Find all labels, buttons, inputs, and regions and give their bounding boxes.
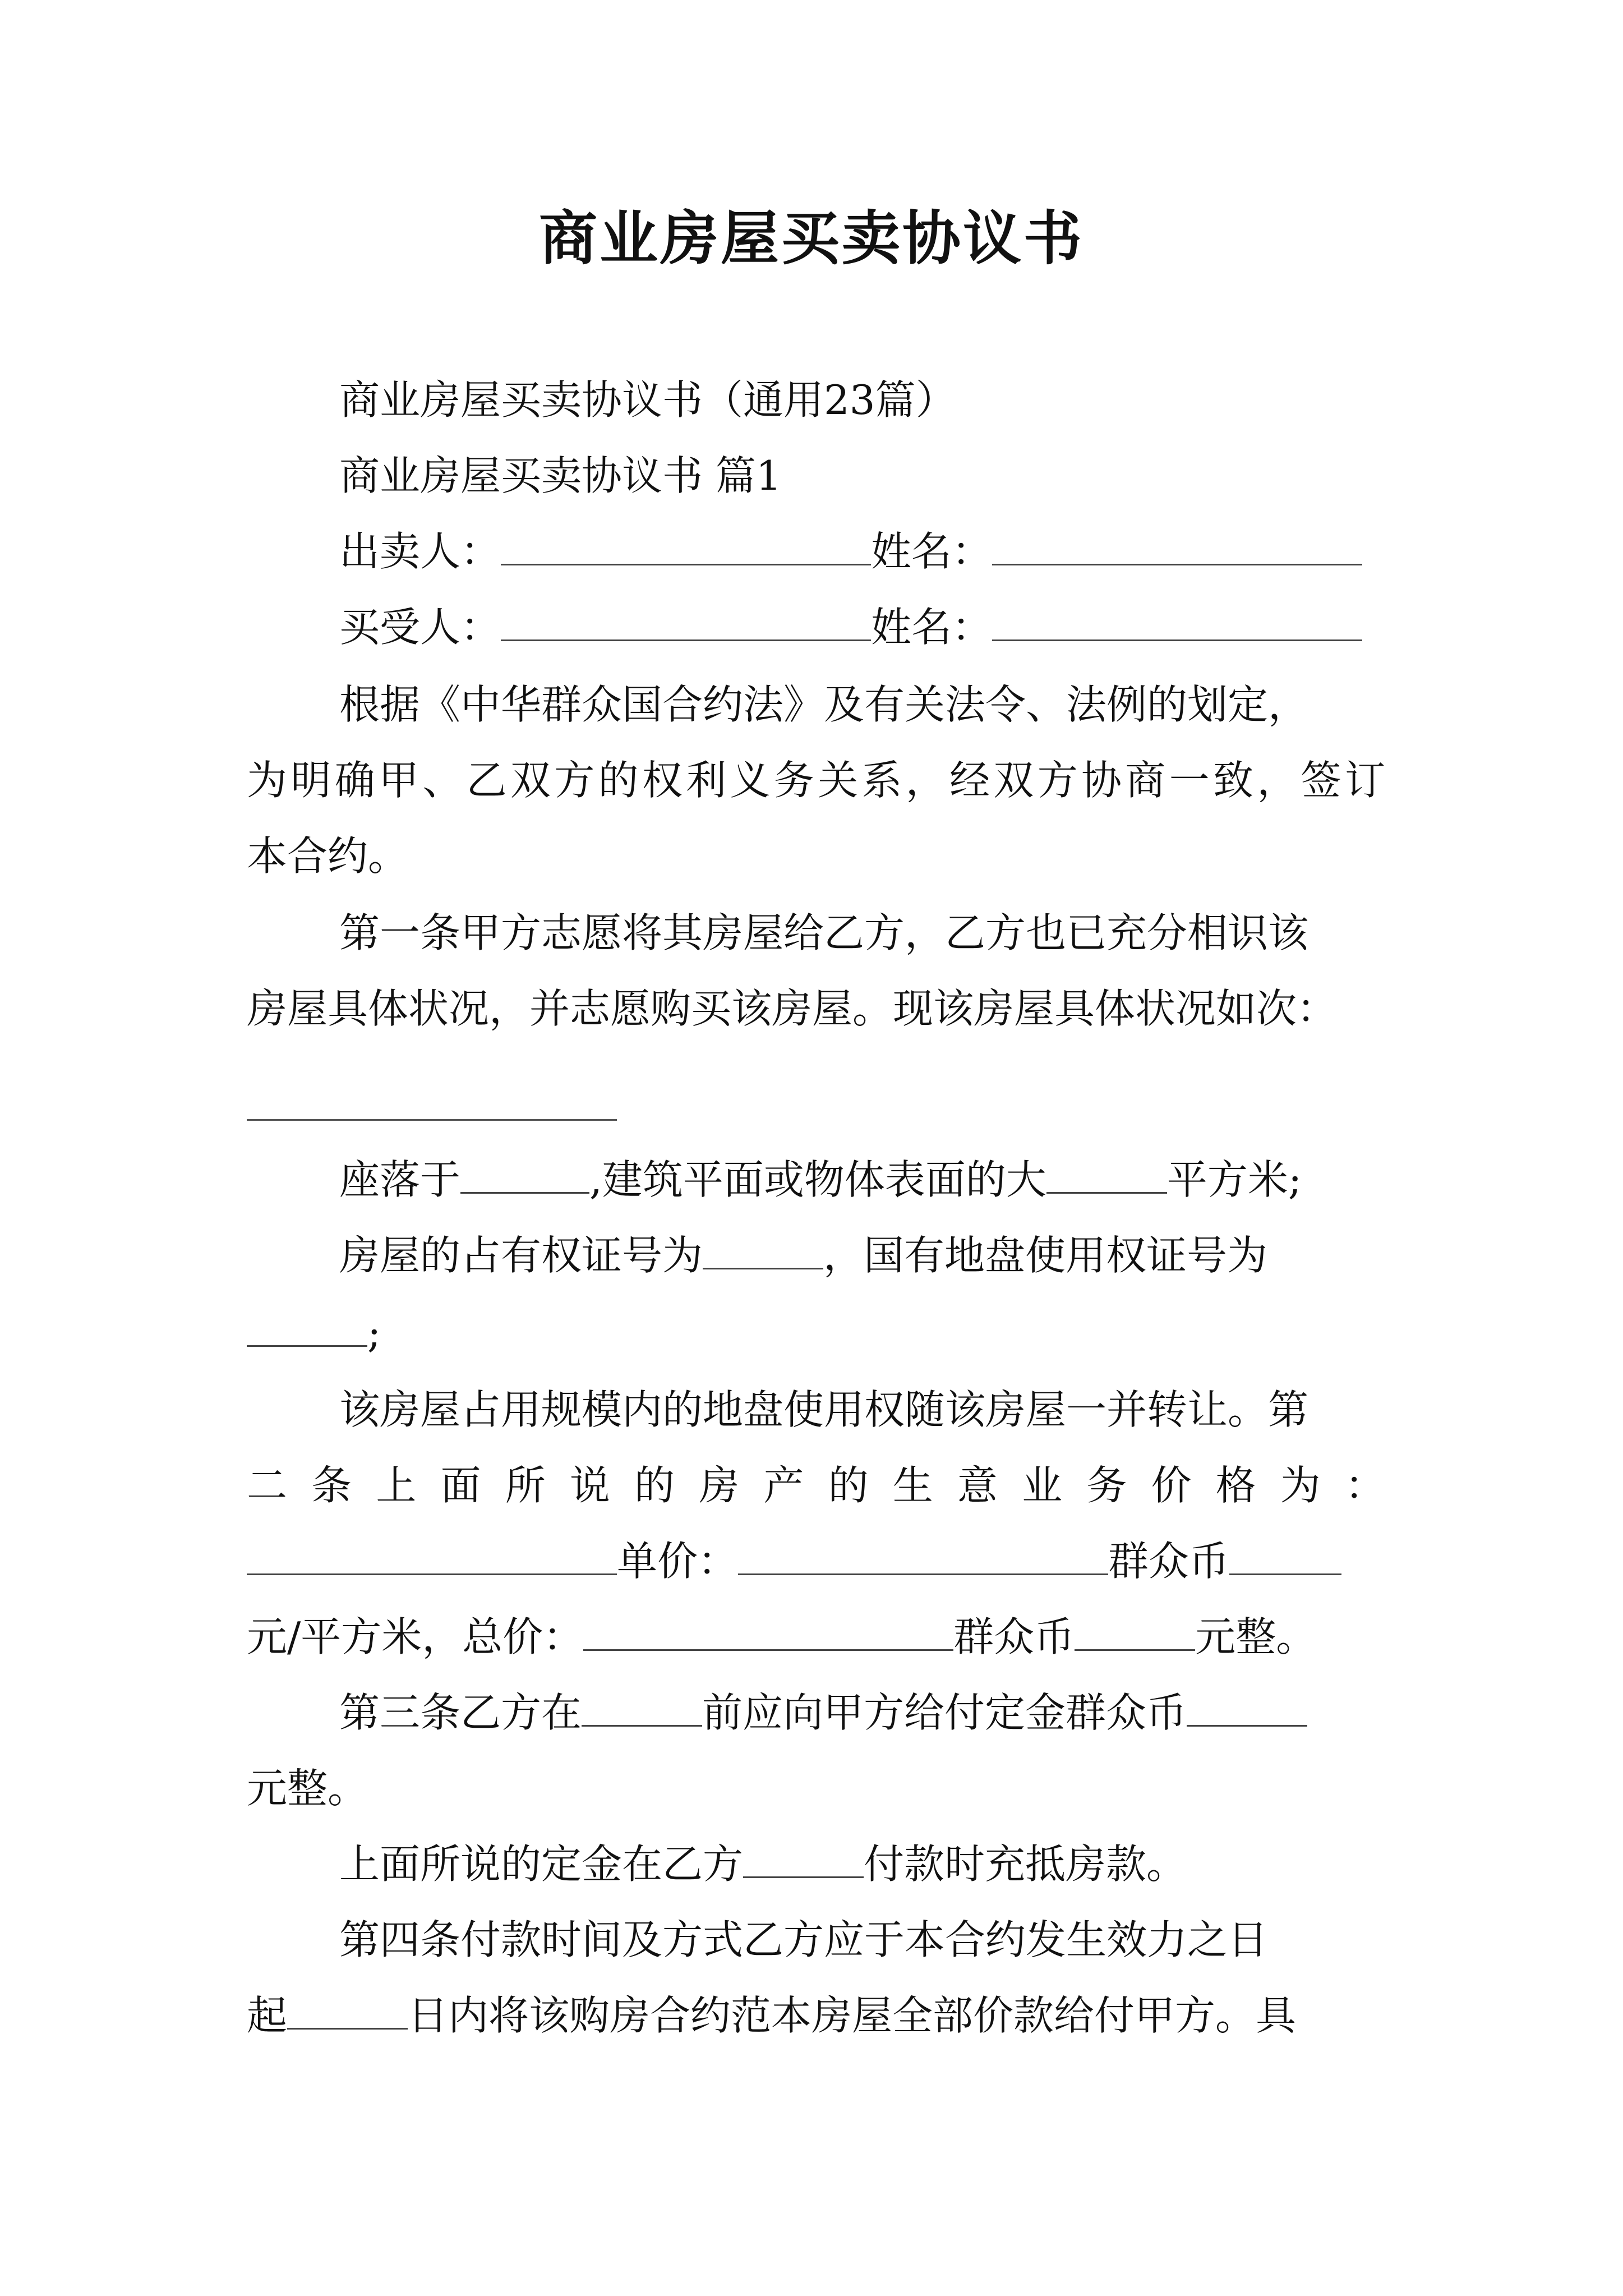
article2-line: 二条上面所说的房产的生意业务价格为： xyxy=(247,1462,1385,1509)
article4-line-2 xyxy=(247,1989,1385,2042)
cert-line-2 xyxy=(247,1306,1385,1360)
cert-text-c: ; xyxy=(367,1309,381,1356)
total-price-line xyxy=(247,1610,1385,1664)
article3-text-b: 前应向甲方给付定金群众币 xyxy=(702,1689,1187,1736)
cert-text-a: 房屋的占有权证号为 xyxy=(339,1232,703,1279)
seller-name-blank xyxy=(992,526,1362,565)
total-amount-blank xyxy=(1075,1611,1195,1651)
deposit-text-b: 付款时充抵房款。 xyxy=(864,1841,1187,1888)
intro-line-2: 为明确甲、乙双方的权利义务关系，经双方协商一致，签订 xyxy=(247,757,1385,804)
land-cert-blank xyxy=(247,1307,367,1347)
intro-line-3: 本合约。 xyxy=(247,832,409,880)
buyer-name-label: 姓名： xyxy=(871,604,993,651)
price-line xyxy=(247,1534,1385,1588)
buyer-line xyxy=(339,600,1362,654)
buyer-label: 买受人： xyxy=(339,604,501,651)
total-price-label: 元/平方米，总价： xyxy=(247,1613,584,1660)
unit-price-blank xyxy=(738,1535,1108,1575)
section-heading: 商业房屋买卖协议书 篇1 xyxy=(339,452,782,499)
cert-text-b: ，国有地盘使用权证号为 xyxy=(823,1232,1268,1279)
cert-blank xyxy=(703,1230,823,1269)
buyer-blank xyxy=(501,601,871,641)
subtitle: 商业房屋买卖协议书（通用23篇） xyxy=(339,376,956,424)
currency-label: 群众币 xyxy=(1108,1538,1230,1585)
intro-line-1: 根据《中华群众国合约法》及有关法令、法例的划定， xyxy=(339,681,1309,728)
article4-text-a: 起 xyxy=(247,1992,288,2039)
buyer-name-blank xyxy=(992,601,1362,641)
property-details-blank xyxy=(247,1119,617,1121)
article3-text-a: 第三条乙方在 xyxy=(339,1689,582,1736)
deposit-text-a: 上面所说的定金在乙方 xyxy=(339,1841,744,1888)
deposit-date-blank xyxy=(582,1687,702,1727)
article1-line-2: 房屋具体状况，并志愿购买该房屋。现该房屋具体状况如次： xyxy=(247,985,1338,1032)
document-title: 商业房屋买卖协议书 xyxy=(538,204,1084,273)
payment-days-blank xyxy=(287,1990,408,2030)
seller-name-label: 姓名： xyxy=(871,528,993,575)
area-blank xyxy=(1046,1154,1167,1194)
seller-label: 出卖人： xyxy=(339,528,501,575)
article3-line xyxy=(339,1686,1307,1740)
unit-price-label: 单价： xyxy=(617,1538,739,1585)
article4-text-b: 日内将该购房合约范本房屋全部价款给付甲方。具 xyxy=(408,1992,1297,2039)
seller-line xyxy=(339,524,1362,578)
land-line: 该房屋占用规模内的地盘使用权随该房屋一并转让。第 xyxy=(339,1386,1309,1433)
deposit-blank xyxy=(743,1838,864,1878)
total-currency-label: 群众币 xyxy=(953,1613,1075,1660)
location-blank xyxy=(460,1154,589,1194)
total-price-blank xyxy=(583,1611,953,1651)
deposit-amount-blank xyxy=(1187,1687,1307,1727)
article1-line-1: 第一条甲方志愿将其房屋给乙方，乙方也已充分相识该 xyxy=(339,909,1309,956)
location-text-c: 平方米; xyxy=(1166,1156,1302,1203)
location-text-b: ,建筑平面或物体表面的大 xyxy=(589,1156,1046,1203)
article3-line-2: 元整。 xyxy=(247,1765,368,1812)
total-price-suffix: 元整。 xyxy=(1195,1613,1317,1660)
article4-line-1: 第四条付款时间及方式乙方应于本合约发生效力之日 xyxy=(339,1916,1269,1963)
location-line xyxy=(339,1153,1302,1207)
cert-line xyxy=(339,1228,1267,1282)
unit-price-amount-blank xyxy=(1229,1535,1341,1575)
deposit-line xyxy=(339,1837,1187,1891)
seller-blank xyxy=(501,526,871,565)
location-text-a: 座落于 xyxy=(339,1156,461,1203)
price-blank xyxy=(247,1535,617,1575)
